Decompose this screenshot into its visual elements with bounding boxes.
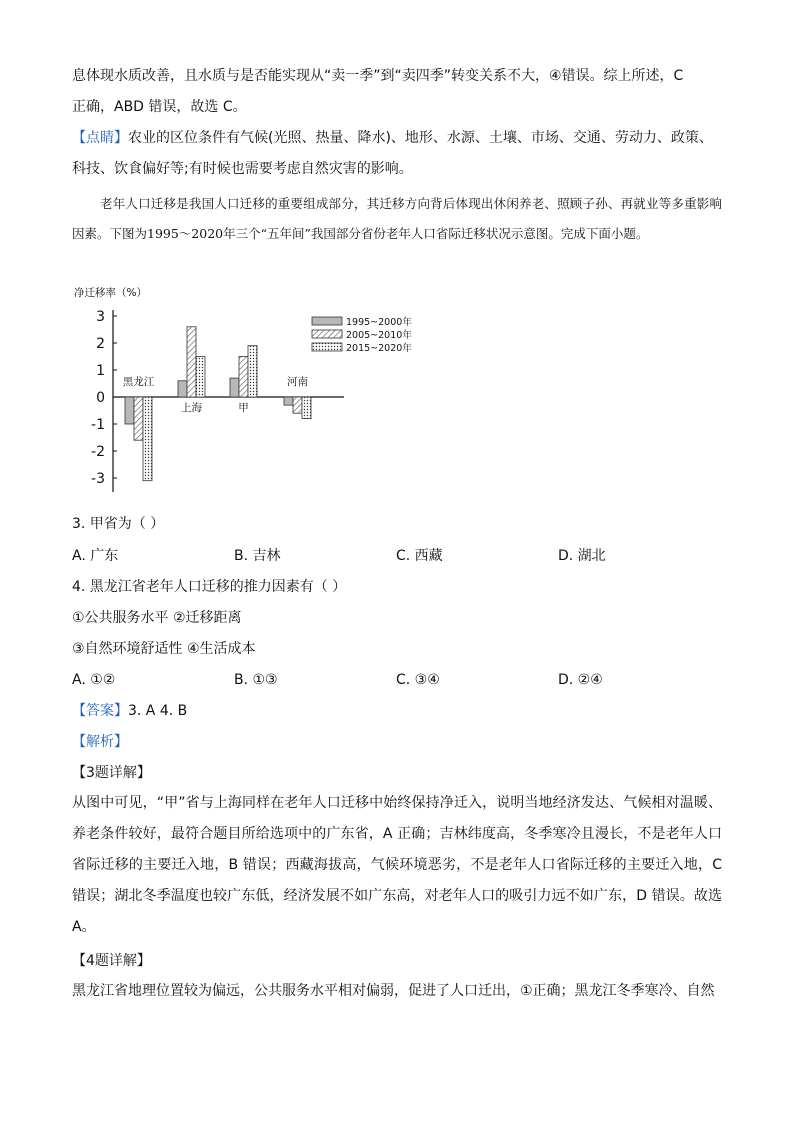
legend-swatch: [312, 330, 342, 338]
y-tick-label: 0: [96, 390, 105, 406]
q4-items-1: ①公共服务水平 ②迁移距离: [72, 610, 242, 626]
question-intro: 老年人口迁移是我国人口迁移的重要组成部分，其迁移方向背后体现出休闲养老、照顾子孙、再就业等多重影响因素。下图为1995～2020年三个“五年间”我国部分省份老年人口省际迁移状况示意图。完成下面小题。: [72, 196, 722, 241]
answer-text: 3. A 4. B: [128, 703, 188, 719]
d4-text: 黑龙江省地理位置较为偏远，公共服务水平相对偏弱，促进了人口迁出，①正确；黑龙江冬季寒冷、自然: [72, 983, 715, 999]
d4-label: 【4题详解】: [72, 953, 151, 969]
y-tick-label: 3: [96, 309, 105, 325]
analysis-label: 【解析】: [72, 734, 128, 750]
legend-swatch: [312, 343, 342, 351]
y-tick-label: -1: [91, 417, 105, 433]
bar: [293, 397, 302, 413]
y-axis-label: 净迁移率（%）: [74, 287, 147, 299]
d3-label: 【3题详解】: [72, 765, 151, 781]
prev-line-2: 正确，ABD 错误，故选 C。: [72, 99, 247, 115]
q4-option-b[interactable]: B. ①③: [234, 672, 278, 688]
legend-swatch: [312, 317, 342, 325]
q4-items-2: ③自然环境舒适性 ④生活成本: [72, 641, 256, 657]
q4-option-a[interactable]: A. ①②: [72, 672, 116, 688]
answer-label: 【答案】: [72, 703, 128, 719]
category-label: 甲: [238, 402, 249, 414]
legend-label: 2005~2010年: [346, 330, 412, 341]
bar: [178, 381, 187, 397]
q3-stem: 3. 甲省为（ ）: [72, 516, 165, 532]
bar: [239, 357, 248, 398]
tip-text-1: 农业的区位条件有气候(光照、热量、降水)、地形、水源、土壤、市场、交通、劳动力、政策、: [128, 130, 713, 146]
tip-line-2: 科技、饮食偏好等;有时候也需要考虑自然灾害的影响。: [72, 161, 413, 177]
bar: [230, 378, 239, 397]
y-tick-label: 1: [96, 363, 105, 379]
q4-option-c[interactable]: C. ③④: [396, 672, 440, 688]
y-tick-label: -2: [91, 444, 105, 460]
prev-line-1: 息体现水质改善，且水质与是否能实现从“卖一季”到“卖四季”转变关系不大，④错误。综上所述，C: [72, 68, 684, 84]
bar: [284, 397, 293, 405]
q3-option-c[interactable]: C. 西藏: [396, 548, 443, 564]
d3-text: 从图中可见，“甲”省与上海同样在老年人口迁移中始终保持净迁入，说明当地经济发达、气候相对温暖、养老条件较好，最符合题目所给选项中的广东省，A 正确；吉林纬度高，冬季寒冷且漫长，不是老年人口省际迁移的主要迁入地，B 错误；西藏海拔高，气候环境恶劣，不是老年人口省际迁移的主要迁入地，C 错误；湖北冬季温度也较广东低，经济发展不如广东高，对老年人口的吸引力远不如广东，D 错误。故选 A。: [72, 795, 722, 935]
bar: [196, 357, 205, 398]
q3-option-a[interactable]: A. 广东: [72, 548, 119, 564]
y-tick-label: 2: [96, 336, 105, 352]
q4-stem: 4. 黑龙江省老年人口迁移的推力因素有（ ）: [72, 579, 347, 595]
tip-line-1: [72, 128, 713, 148]
bar: [143, 397, 152, 481]
category-label: 上海: [181, 402, 202, 414]
category-label: 黑龙江: [122, 376, 155, 388]
q4-option-d[interactable]: D. ②④: [558, 672, 603, 688]
bar: [248, 346, 257, 397]
answer-line: [72, 701, 187, 721]
bar: [134, 397, 143, 440]
legend-label: 1995~2000年: [346, 317, 412, 328]
q3-option-b[interactable]: B. 吉林: [234, 548, 281, 564]
bar: [302, 397, 311, 419]
bar: [125, 397, 134, 424]
q3-option-d[interactable]: D. 湖北: [558, 548, 606, 564]
category-label: 河南: [287, 376, 308, 388]
migration-chart: [72, 282, 412, 504]
tip-label: 【点睛】: [72, 130, 128, 146]
legend-label: 2015~2020年: [346, 343, 412, 354]
bar: [187, 327, 196, 397]
y-tick-label: -3: [91, 471, 105, 487]
